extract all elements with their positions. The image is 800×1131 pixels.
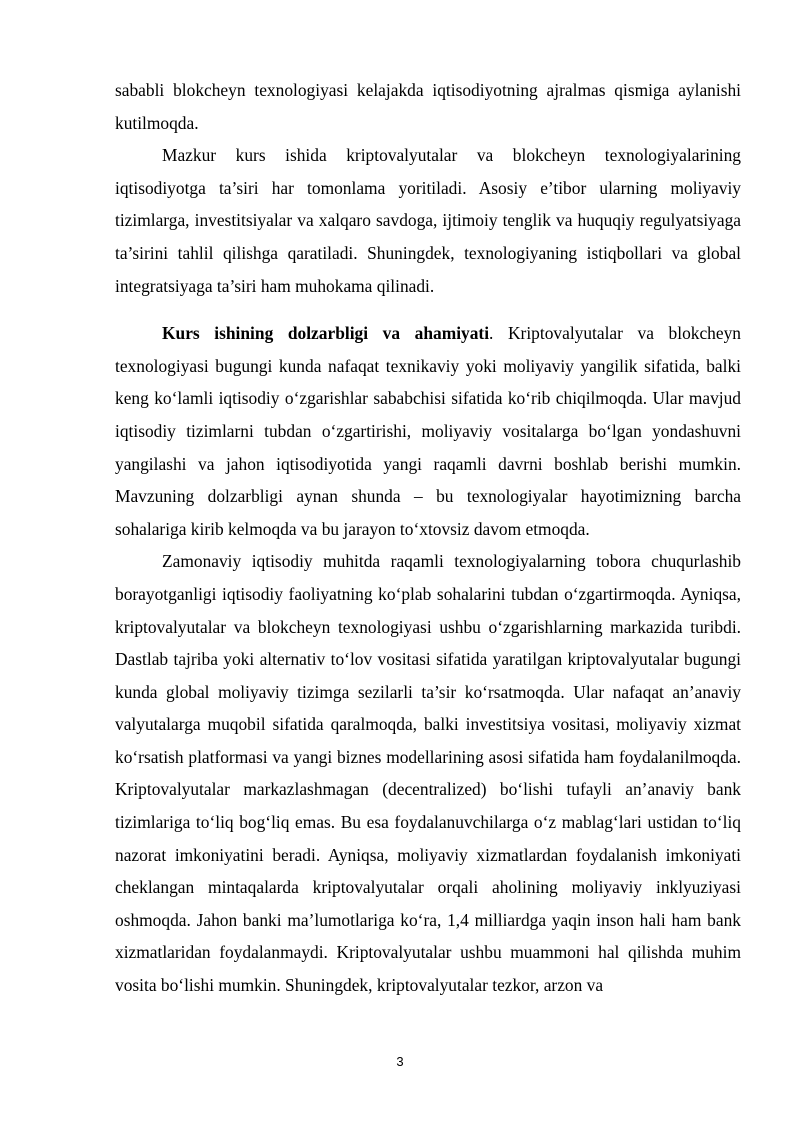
paragraph-course-overview: Mazkur kurs ishida kriptovalyutalar va blokcheyn texnologiyalarining iqtisodiyotga ta’siri har tomonlama yoritiladi. Asosiy e’tibor ularning moliyaviy tizimlarga, investitsiyalar va xalqaro savdoga, ijtimoiy tenglik va huquqiy regulyatsiyaga ta’sirini tahlil qilishga qaratiladi. Shuningdek, texnologiyaning istiqbollari va global integratsiyaga ta’siri ham muhokama qilinadi. xyxy=(115,145,741,296)
section-heading-relevance: Kurs ishining dolzarbligi va ahamiyati xyxy=(162,323,490,344)
paragraph-relevance xyxy=(115,317,741,545)
paragraph-continuation: sababli blokcheyn texnologiyasi kelajakda iqtisodiyotning ajralmas qismiga aylanishi kutilmoqda. xyxy=(115,80,741,133)
page-number: 3 xyxy=(396,1054,404,1069)
document-page xyxy=(115,74,741,1002)
paragraph-modern-economy: Zamonaviy iqtisodiy muhitda raqamli texnologiyalarning tobora chuqurlashib borayotganligi iqtisodiy faoliyatning ko‘plab sohalarini tubdan o‘zgartirmoqda. Ayniqsa, kriptovalyutalar va blokcheyn texnologiyasi ushbu o‘zgarishlarning markazida turibdi. Dastlab tajriba yoki alternativ to‘lov vositasi sifatida yaratilgan kriptovalyutalar bugungi kunda global moliyaviy tizimga sezilarli ta’sir ko‘rsatmoqda. Ular nafaqat an’anaviy valyutalarga muqobil sifatida qaralmoqda, balki investitsiya vositasi, moliyaviy xizmat ko‘rsatish platformasi va yangi biznes modellarining asosi sifatida ham foydalanilmoqda. Kriptovalyutalar markazlashmagan (decentralized) bo‘lishi tufayli an’anaviy bank tizimlariga to‘liq bog‘liq emas. Bu esa foydalanuvchilarga o‘z mablag‘lari ustidan to‘liq nazorat imkoniyatini beradi. Ayniqsa, moliyaviy xizmatlardan foydalanish imkoniyati cheklangan mintaqalarda kriptovalyutalar orqali aholining moliyaviy inklyuziyasi oshmoqda. Jahon banki ma’lumotlariga ko‘ra, 1,4 milliardga yaqin inson hali ham bank xizmatlaridan foydalanmaydi. Kriptovalyutalar ushbu muammoni hal qilishda muhim vosita bo‘lishi mumkin. Shuningdek, kriptovalyutalar tezkor, arzon va xyxy=(115,551,741,996)
paragraph-relevance-text: . Kriptovalyutalar va blokcheyn texnologiyasi bugungi kunda nafaqat texnikaviy yoki moliyaviy yangilik sifatida, balki keng ko‘lamli iqtisodiy o‘zgarishlar sababchisi sifatida ko‘rib chiqilmoqda. Ular mavjud iqtisodiy tizimlarni tubdan o‘zgartirishi, moliyaviy vositalarga bo‘lgan yondashuvni yangilashi va jahon iqtisodiyotida yangi raqamli davrni boshlab berishi mumkin. Mavzuning dolzarbligi aynan shunda – bu texnologiyalar hayotimizning barcha sohalariga kirib kelmoqda va bu jarayon to‘xtovsiz davom etmoqda. xyxy=(115,323,741,539)
